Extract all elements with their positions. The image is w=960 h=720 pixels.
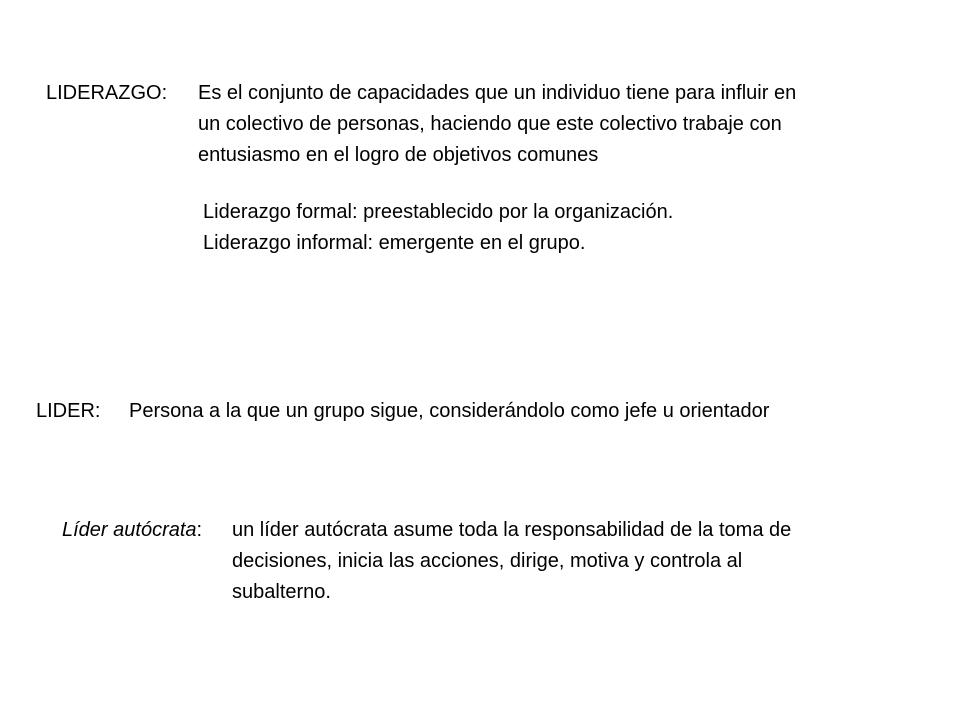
term-lider: LIDER: xyxy=(36,400,101,422)
leadership-type-formal: Liderazgo formal: preestablecido por la organización. xyxy=(203,201,674,223)
definition-line: subalterno. xyxy=(232,581,331,603)
term-liderazgo: LIDERAZGO: xyxy=(46,82,168,104)
definition-line: entusiasmo en el logro de objetivos comunes xyxy=(198,144,599,166)
definition-line: decisiones, inicia las acciones, dirige, motiva y controla al xyxy=(232,550,743,572)
definition-line: Es el conjunto de capacidades que un individuo tiene para influir en xyxy=(198,82,797,104)
definition-lider-autocrata xyxy=(62,515,942,615)
definition-line: Persona a la que un grupo sigue, considerándolo como jefe u orientador xyxy=(129,400,770,422)
definition-line: un líder autócrata asume toda la responsabilidad de la toma de xyxy=(232,519,792,541)
definition-liderazgo xyxy=(46,78,946,178)
definition-line: un colectivo de personas, haciendo que este colectivo trabaje con xyxy=(198,113,782,135)
leadership-type-informal: Liderazgo informal: emergente en el grupo. xyxy=(203,232,586,254)
definition-lider xyxy=(36,396,936,430)
term-lider-autocrata-label: Líder autócrata xyxy=(62,519,197,541)
term-lider-autocrata xyxy=(62,515,202,546)
term-separator: : xyxy=(196,519,203,541)
leadership-types xyxy=(203,197,903,267)
